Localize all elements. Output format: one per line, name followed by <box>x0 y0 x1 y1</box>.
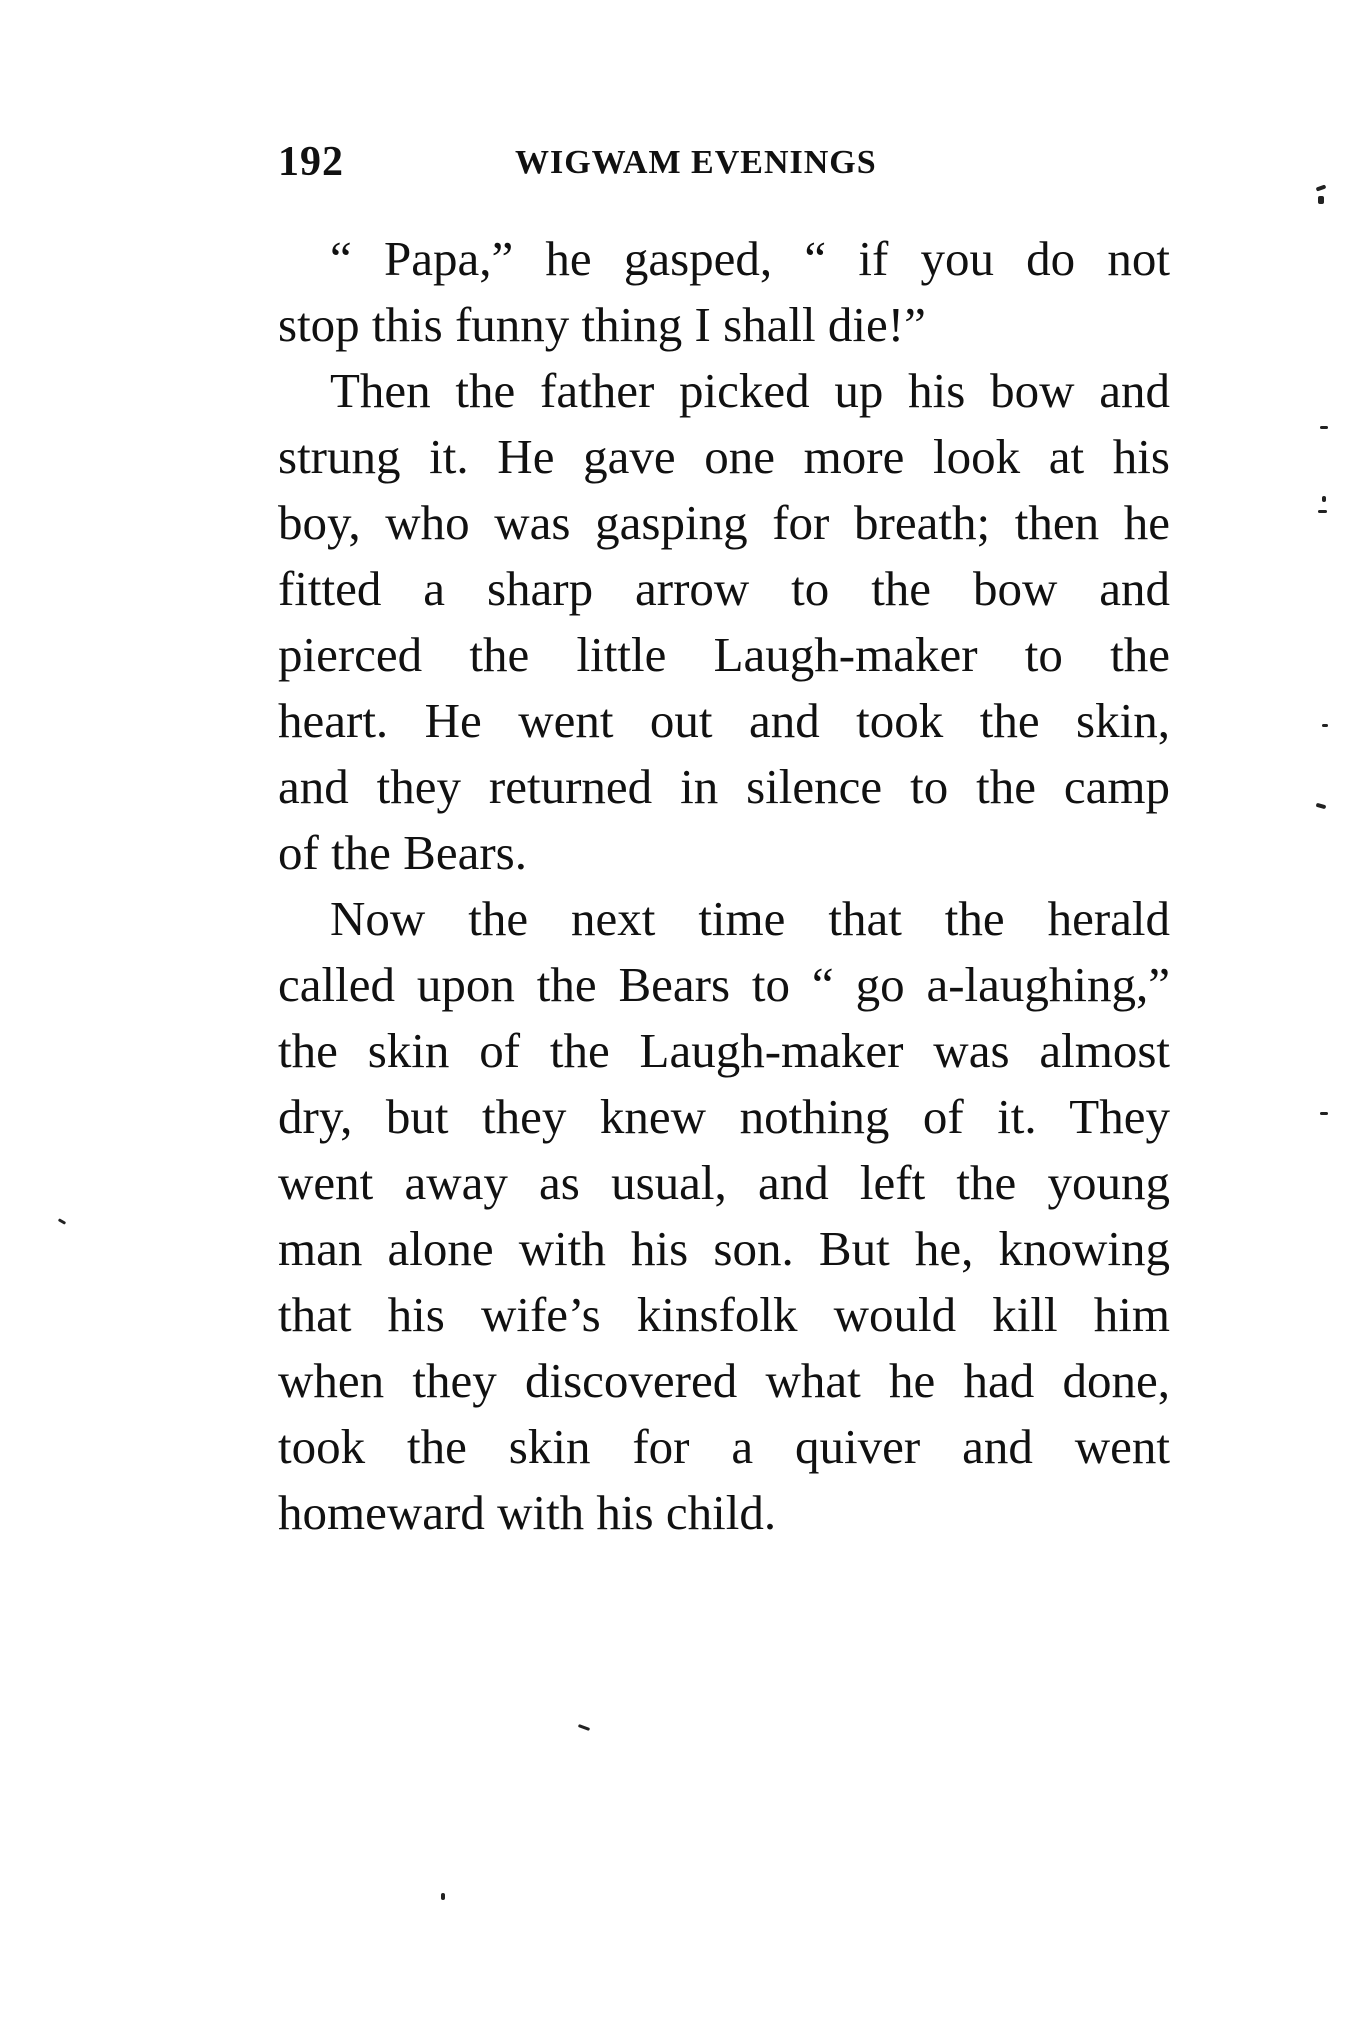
text-line: homeward with his child. <box>278 1485 777 1540</box>
text-line: of the Bears. <box>278 825 527 880</box>
text-line: when they discovered what he had done, <box>278 1353 1170 1408</box>
text-line: and they returned in silence to the camp <box>278 759 1170 814</box>
text-line: that his wife’s kinsfolk would kill him <box>278 1287 1170 1342</box>
scan-speck <box>1322 496 1326 502</box>
text-line: went away as usual, and left the young <box>278 1155 1170 1210</box>
text-line: the skin of the Laugh-maker was almost <box>278 1023 1170 1078</box>
text-line: heart. He went out and took the skin, <box>278 693 1170 748</box>
running-head: WIGWAM EVENINGS <box>515 144 877 181</box>
scan-speck <box>1318 510 1327 513</box>
text-line: Now the next time that the herald <box>330 891 1170 946</box>
text-line: called upon the Bears to “ go a-laughing,” <box>278 957 1170 1012</box>
text-line: pierced the little Laugh-maker to the <box>278 627 1170 682</box>
text-line: strung it. He gave one more look at his <box>278 429 1170 484</box>
scan-speck <box>1316 184 1327 191</box>
scan-speck <box>578 1724 590 1731</box>
scan-speck <box>1318 196 1324 204</box>
scan-speck <box>1320 1112 1328 1115</box>
text-line: fitted a sharp arrow to the bow and <box>278 561 1170 616</box>
scan-speck <box>1316 803 1327 809</box>
text-line: dry, but they knew nothing of it. They <box>278 1089 1170 1144</box>
scan-speck <box>58 1218 66 1225</box>
page-header <box>278 138 1178 198</box>
scan-speck <box>1320 426 1328 429</box>
text-line: “ Papa,” he gasped, “ if you do not <box>330 231 1170 286</box>
page-number: 192 <box>278 139 344 185</box>
scan-speck <box>1322 724 1328 727</box>
text-line: boy, who was gasping for breath; then he <box>278 495 1170 550</box>
text-line: Then the father picked up his bow and <box>330 363 1170 418</box>
text-line: took the skin for a quiver and went <box>278 1419 1170 1474</box>
scan-speck <box>441 1893 445 1900</box>
text-line: man alone with his son. But he, knowing <box>278 1221 1170 1276</box>
text-line: stop this funny thing I shall die!” <box>278 297 926 352</box>
